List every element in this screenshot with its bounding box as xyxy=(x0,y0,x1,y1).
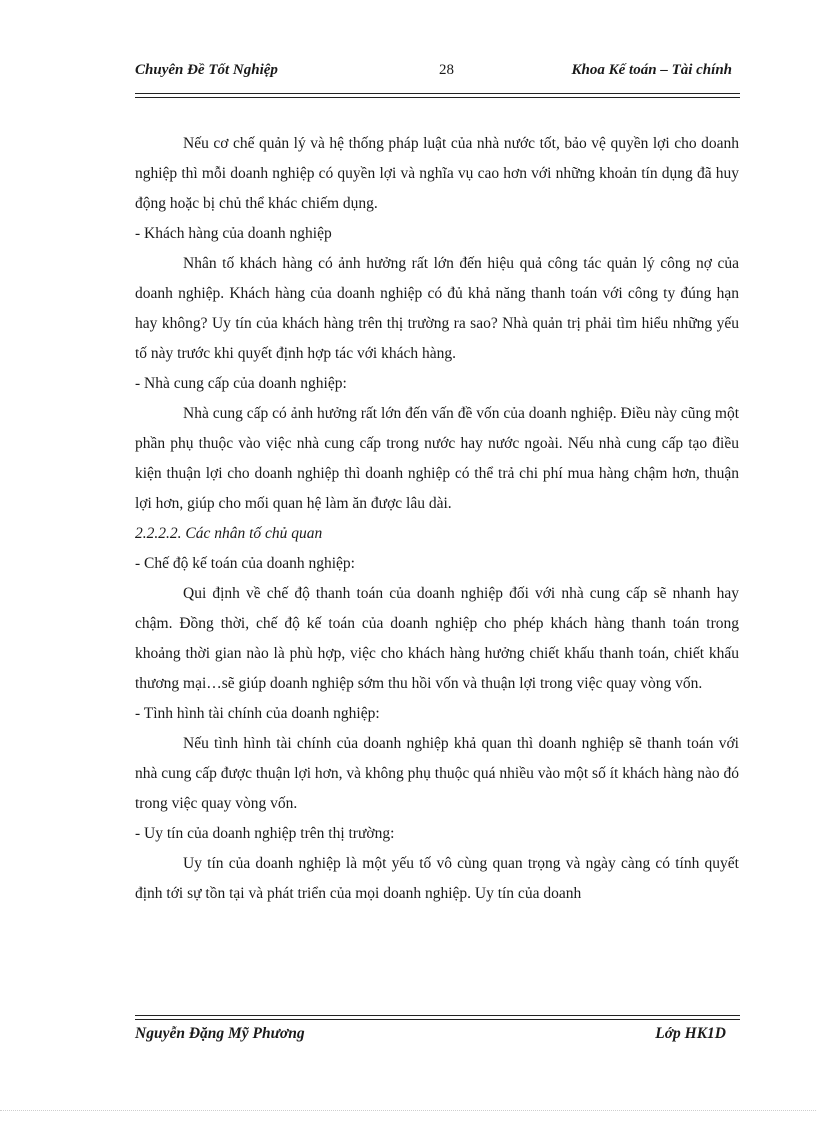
bullet-heading: - Tình hình tài chính của doanh nghiệp: xyxy=(135,705,380,722)
bullet-heading: - Nhà cung cấp của doanh nghiệp: xyxy=(135,375,347,392)
page-number: 28 xyxy=(439,62,454,78)
header-title: Chuyên Đề Tốt Nghiệp xyxy=(135,62,278,78)
footer-rule xyxy=(135,1015,740,1020)
bullet-heading: - Uy tín của doanh nghiệp trên thị trường: xyxy=(135,825,395,842)
footer-author: Nguyễn Đặng Mỹ Phương xyxy=(135,1025,305,1042)
footer-class: Lớp HK1D xyxy=(655,1025,726,1042)
paragraph: Nhân tố khách hàng có ảnh hưởng rất lớn đến hiệu quả công tác quản lý công nợ của doanh nghiệp. Khách hàng của doanh nghiệp có đủ khả năng thanh toán với công ty đúng hạn hay không? Uy tín của khách hàng trên thị trường ra sao? Nhà quản trị phải tìm hiểu những yếu tố này trước khi quyết định hợp tác với khách hàng. xyxy=(135,255,739,362)
document-body xyxy=(135,129,739,909)
header-rule xyxy=(135,93,740,98)
paragraph: Nếu tình hình tài chính của doanh nghiệp khả quan thì doanh nghiệp sẽ thanh toán với nhà cung cấp được thuận lợi hơn, và không phụ thuộc quá nhiều vào một số ít khách hàng nào đó trong việc quay vòng vốn. xyxy=(135,735,739,812)
paragraph: Uy tín của doanh nghiệp là một yếu tố vô cùng quan trọng và ngày càng có tính quyết định tới sự tồn tại và phát triển của mọi doanh nghiệp. Uy tín của doanh xyxy=(135,855,739,902)
paragraph: Nếu cơ chế quản lý và hệ thống pháp luật của nhà nước tốt, bảo vệ quyền lợi cho doanh nghiệp thì mỗi doanh nghiệp có quyền lợi và nghĩa vụ cao hơn với những khoản tín dụng đã huy động hoặc bị chủ thể khác chiếm dụng. xyxy=(135,135,739,212)
page-header xyxy=(135,62,740,88)
page-boundary-line xyxy=(0,1110,816,1111)
page-footer xyxy=(135,1025,740,1049)
section-heading: 2.2.2.2. Các nhân tố chủ quan xyxy=(135,525,323,542)
bullet-heading: - Chế độ kế toán của doanh nghiệp: xyxy=(135,555,355,572)
bullet-heading: - Khách hàng của doanh nghiệp xyxy=(135,225,332,242)
header-faculty: Khoa Kế toán – Tài chính xyxy=(571,62,732,78)
paragraph: Nhà cung cấp có ảnh hưởng rất lớn đến vấn đề vốn của doanh nghiệp. Điều này cũng một phần phụ thuộc vào việc nhà cung cấp trong nước hay nước ngoài. Nếu nhà cung cấp tạo điều kiện thuận lợi cho doanh nghiệp thì doanh nghiệp có thể trả chi phí mua hàng chậm hơn, thuận lợi hơn, giúp cho mối quan hệ làm ăn được lâu dài. xyxy=(135,405,739,512)
paragraph: Qui định về chế độ thanh toán của doanh nghiệp đối với nhà cung cấp sẽ nhanh hay chậm. Đồng thời, chế độ kế toán của doanh nghiệp cho phép khách hàng thanh toán trong khoảng thời gian nào là phù hợp, việc cho khách hàng hưởng chiết khấu thanh toán, chiết khấu thương mại…sẽ giúp doanh nghiệp sớm thu hồi vốn và thuận lợi trong việc quay vòng vốn. xyxy=(135,585,739,692)
